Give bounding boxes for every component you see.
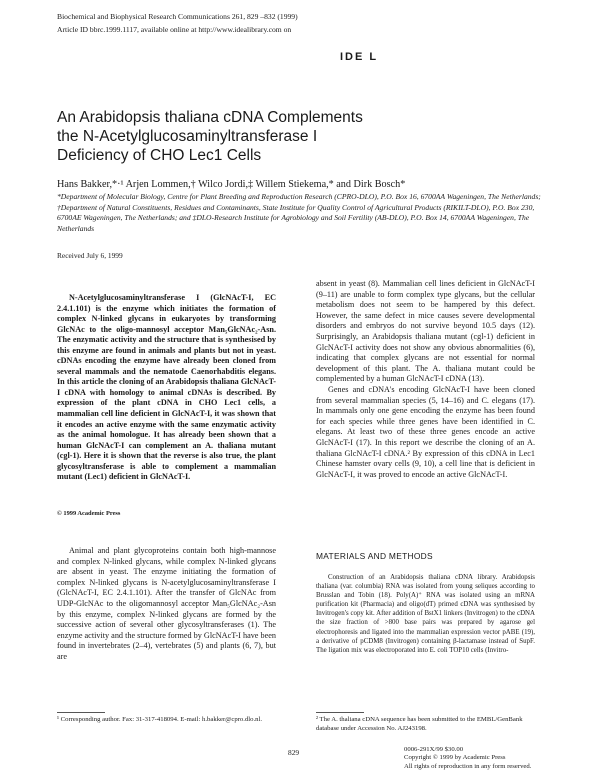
article-id-line: Article ID bbrc.1999.1117, available online at http://www.idealibrary.com on [57,25,292,34]
title-line-1: An Arabidopsis thaliana cDNA Complements [57,109,363,126]
ideal-logo: IDE L [340,51,379,63]
abstract [57,293,276,483]
copyright-notice: © 1999 Academic Press [57,510,121,517]
journal-citation: Biochemical and Biophysical Research Communications 261, 829 –832 (1999) [57,12,298,21]
affiliations: *Department of Molecular Biology, Centre for Plant Breeding and Reproduction Research (CPRO-DLO), P.O. Box 16, 6700AA Wageningen, The Netherlands; †Department of Natural Constituents, Residues and Contaminants, State Institute for Quality Control of Agricultural Products (RIKILT-DLO), P.O. Box 230, 6700AE Wageningen, The Netherlands; and ‡DLO-Research Institute for Agrobiology and Soil Fertility (AB-DLO), P.O. Box 14, 6700AA Wageningen, The Netherlands [57,192,541,233]
methods-paragraph: Construction of an Arabidopsis thaliana cDNA library. Arabidopsis thaliana (var. columbia) RNA was isolated from young seliques according to Brusslan and Tobin (18). Poly(A)⁺ RNA was isolated using an mRNA purification kit (Pharmacia) and oligo(dT) primed cDNA was synthesised by Invitrogen's copy kit. After addition of BstX1 linkers (Invitrogen) to the cDNA the size fraction of >800 base pairs was prepared by agarose gel electrophoresis and ligated into the mammalian expression vector pABE (19), a derivative of pCDM8 (Invitrogen) containing β-lactamase instead of SupF. The ligation mix was electroporated into E. coli TOP10 cells (Invitro- [316,574,535,654]
journal-header [57,10,537,36]
right-column-text [316,279,535,480]
methods-section [316,573,535,655]
issn-price: 0006-291X/99 $30.00 [404,746,464,753]
intro-paragraph: Animal and plant glycoproteins contain both high-mannose and complex N-linked glycans, while complex N-linked glycans are absent in yeast. The enzyme initiating the formation of complex N-linked glycans is N-acetylglucosaminyltransferase I (GlcNAcT-I, EC 2.4.1.101). After the transfer of GlcNAc from UDP-GlcNAc to the oligomannosyl acceptor Man₅GlcNAc₂-Asn by this enzyme, complex N-linked glycans are formed by the successive action of several other glycosyltransferases (1). The enzyme activity and the structure formed by GlcNAcT-I have been found in invertebrates (2–4), vertebrates (5) and plants (6, 7), but are [57,546,276,661]
footnote-rule-right [316,712,364,713]
page-number: 829 [288,748,300,757]
article-title [57,108,477,165]
rights-line: All rights of reproduction in any form reserved. [404,762,532,770]
issn-block [404,746,574,771]
introduction [57,546,276,663]
title-line-2: the N-Acetylglucosaminyltransferase I [57,128,318,145]
abstract-text: N-Acetylglucosaminyltransferase I (GlcNAcT-I, EC 2.4.1.101) is the enzyme which initiates the formation of complex N-linked glycans in eukaryotes by transforming GlcNAc to the oligo-mannosyl acceptor Man₅GlcNAc₂-Asn. The enzymatic activity and the structure that is synthesised by this enzyme are found in animals and plants but not in yeast. cDNAs encoding the enzyme have already been cloned from several mammals and the nematode Caenorhabditis elegans. In this article the cloning of an Arabidopsis thaliana GlcNAcT-I cDNA with homology to animal cDNAs is described. By expression of the plant cDNA in CHO Lec1 cells, a mammalian cell line deficient in GlcNAcT-I, it was shown that it encodes an active enzyme with the same enzymatic activity as the animal homologue. It has already been shown that a human GlcNAcT-I can complement an A. thaliana mutant (cgl-1). Here it is shown that the reverse is also true, the plant glycosyltransferase is able to complement a mammalian mutant (Lec1) deficient in GlcNAcT-I. [57,293,276,482]
copyright-line: Copyright © 1999 by Academic Press [404,754,506,762]
footnote-rule-left [57,712,105,713]
footnote-accession: ² The A. thaliana cDNA sequence has been submitted to the EMBL/GenBank database under Accession No. AJ243198. [316,716,523,732]
title-line-3: Deficiency of CHO Lec1 Cells [57,147,262,164]
right-paragraph-2: Genes and cDNA's encoding GlcNAcT-I have been cloned from several mammalian species (5, 14–16) and C. elegans (17). In mammals only one gene encoding the enzyme has been found for each species while three genes have been identified in C. elegans. At least two of these three genes encode an active GlcNAcT-I (17). In this report we describe the cloning of an A. thaliana GlcNAcT-I cDNA.² By expression of this cDNA in Lec1 Chinese hamster ovary cells (9, 10), a cell line that is deficient in GlcNAcT-I, it was proved to encode an active GlcNAcT-I. [316,384,535,479]
author-list: Hans Bakker,*·¹ Arjen Lommen,† Wilco Jordi,‡ Willem Stiekema,* and Dirk Bosch* [57,179,406,190]
methods-heading: MATERIALS AND METHODS [316,551,433,561]
received-date: Received July 6, 1999 [57,251,123,260]
footnote-corresponding: ¹ Corresponding author. Fax: 31-317-418094. E-mail: h.bakker@cpro.dlo.nl. [57,716,263,723]
right-paragraph-1: absent in yeast (8). Mammalian cell lines deficient in GlcNAcT-I (9–11) are unable to form complex type glycans, but the cellular metabolism does not seem to be hampered by this defect. However, the same defect in mice causes severe developmental disorders and embryos do not survive beyond 10.5 days (12). Surprisingly, an Arabidopsis thaliana mutant (cgl-1) deficient in GlcNAcT-I activity does not show any obvious abnormalities (6), indicating that complex glycans are not essential for normal development of this plant. The A. thaliana mutant could be complemented by a human GlcNAcT-I cDNA (13). [316,279,535,384]
